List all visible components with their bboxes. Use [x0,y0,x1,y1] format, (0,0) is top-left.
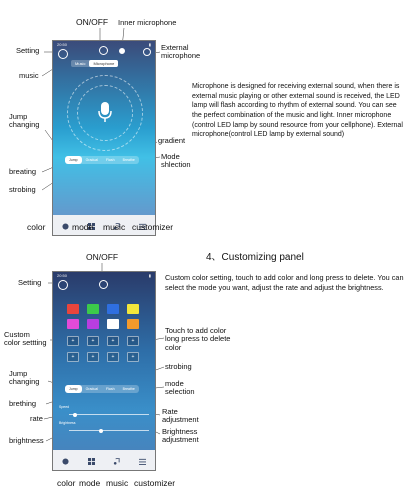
jump-changing-label-2: Jump changing [9,369,40,387]
nav-customizer-label: customizer [132,222,174,232]
mode-breathe-2[interactable]: Breathe [122,387,135,391]
customizer-nav-icon-2[interactable] [139,458,146,465]
mode-flash-2[interactable]: Flash [106,387,115,391]
customizing-description: Custom color setting, touch to add color and long press to delete. You can select the mode you want, adjust the rate and adjust the brightness. [165,273,404,293]
setting-label: Setting [16,46,40,55]
mode-gradual-2[interactable]: Gradual [85,387,99,391]
rate-adjustment-label: Rate adjustment [162,407,199,425]
tab-microphone[interactable]: Microphone [89,60,118,67]
battery-icon: ▮ [148,42,151,47]
nav-music-label-2: music [106,478,129,488]
brightness-slider-knob[interactable] [99,429,103,433]
music-label: music [19,71,39,80]
color-swatch[interactable] [107,319,119,329]
on-off-label-2: ON/OFF [86,252,119,262]
strobing-label: strobing [9,185,36,194]
inner-microphone-label: Inner microphone [118,18,177,27]
section-heading: 4、Customizing panel [206,252,304,263]
brightness-slider[interactable] [69,430,149,431]
tab-music[interactable]: Music [75,61,86,66]
add-color-slot[interactable]: + [107,352,119,362]
nav-color-label-2: color [57,478,76,488]
gradient-label: gradient [158,136,186,145]
rate-slider-knob[interactable] [73,413,77,417]
battery-icon-2: ▮ [148,273,151,278]
status-time: 20:50 [57,42,68,47]
status-time-2: 20:50 [57,273,68,278]
add-color-slot[interactable]: + [87,336,99,346]
on-off-label: ON/OFF [76,17,109,27]
phone-screenshot-music [52,40,156,236]
mode-flash[interactable]: Flash [106,158,115,162]
add-color-slot[interactable]: + [67,352,79,362]
nav-customizer-label-2: customizer [134,478,176,488]
settings-icon[interactable] [58,49,68,59]
color-nav-icon-2[interactable] [62,458,69,465]
mode-selector [65,156,139,164]
color-swatch[interactable] [87,304,99,314]
color-swatch[interactable] [107,304,119,314]
strobing-label-2: strobing [165,362,192,371]
add-color-slot[interactable]: + [67,336,79,346]
rate-label: rate [30,414,43,423]
mode-jump[interactable]: Jump [65,156,82,164]
nav-music-label: music [103,222,126,232]
color-swatch[interactable] [67,304,79,314]
setting-label-2: Setting [18,278,42,287]
brightness-label: brightness [9,436,44,445]
touch-add-color-label: Touch to add color long press to delete color [165,326,231,352]
inner-mic-icon[interactable] [119,48,125,54]
power-icon[interactable] [99,46,108,55]
speed-slider-label: Speed [59,405,70,409]
color-swatch[interactable] [127,304,139,314]
mode-breathe[interactable]: Breathe [122,158,135,162]
status-bar-2 [53,272,155,280]
nav-mode-label-2: mode [79,478,101,488]
color-swatch[interactable] [87,319,99,329]
color-swatch[interactable] [127,319,139,329]
settings-icon-2[interactable] [58,280,68,290]
mode-gradual[interactable]: Gradual [85,158,99,162]
color-nav-icon[interactable] [62,223,69,230]
brething-label: brething [9,399,37,408]
mode-selection-label: mode selection [165,379,195,397]
brightness-adjustment-label: Brightness adjustment [162,427,199,445]
custom-color-setting-label: Custom color settting [4,330,47,348]
add-color-slot[interactable]: + [87,352,99,362]
mode-nav-icon-2[interactable] [88,458,95,465]
music-mic-tabs [71,60,118,67]
external-microphone-label: External microphone [161,43,201,61]
mode-selector-2 [65,385,139,393]
breating-label: breating [9,167,37,176]
color-swatch[interactable] [67,319,79,329]
bottom-nav-2 [53,450,155,471]
microphone-icon[interactable] [97,101,113,123]
mode-shlection-label: Mode shlection [161,152,191,170]
jump-changing-label: Jump changing [9,112,40,130]
external-mic-icon[interactable] [143,48,151,56]
nav-mode-label: mode [72,222,94,232]
add-color-slot[interactable]: + [127,336,139,346]
mode-jump-2[interactable]: Jump [65,385,82,393]
music-nav-icon-2[interactable] [113,458,120,465]
brightness-slider-label: Brightness [59,421,76,425]
rate-slider[interactable] [69,414,149,415]
power-icon-2[interactable] [99,280,108,289]
add-color-slot[interactable]: + [127,352,139,362]
add-color-slot[interactable]: + [107,336,119,346]
microphone-description: Microphone is designed for receiving external sound, when there is external music playing or other external sound is received, the LED lamp will flash according to rhythm of external sound. You can see the perfect combination of the music and light. Inner microphone (control LED lamp by sound resource from your cellphone). External microphone(control LED lamp by external sound) [192,83,403,139]
phone-screenshot-customizer [52,271,156,471]
nav-color-label: color [27,222,46,232]
